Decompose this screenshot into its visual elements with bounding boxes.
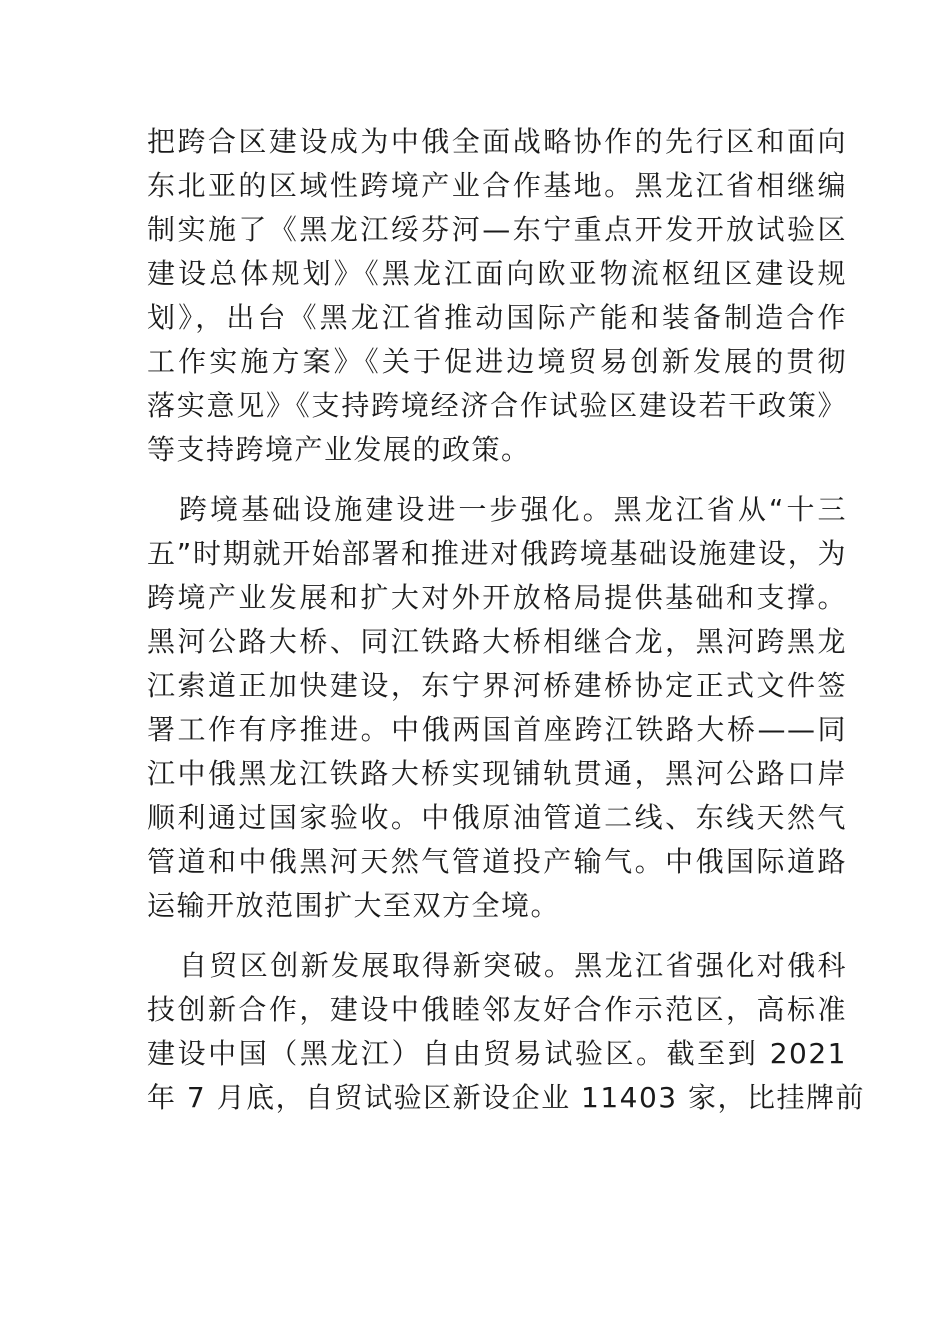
- text-line: 江索道正加快建设，东宁界河桥建桥协定正式文件签: [147, 669, 847, 702]
- text-line: 等支持跨境产业发展的政策。: [147, 433, 531, 466]
- text-line: 技创新合作，建设中俄睦邻友好合作示范区，高标准: [147, 993, 847, 1026]
- text-line: 年 7 月底，自贸试验区新设企业 11403 家，比挂牌前: [147, 1081, 865, 1114]
- text-line: 署工作有序推进。中俄两国首座跨江铁路大桥——同: [147, 713, 847, 746]
- text-line: 跨境产业发展和扩大对外开放格局提供基础和支撑。: [147, 581, 847, 614]
- text-line: 顺利通过国家验收。中俄原油管道二线、东线天然气: [147, 801, 847, 834]
- text-line: 划》，出台《黑龙江省推动国际产能和装备制造合作: [147, 301, 847, 334]
- paragraph-infrastructure: [147, 488, 847, 928]
- text-line: 跨境基础设施建设进一步强化。黑龙江省从“十三: [179, 493, 847, 526]
- text-line: 制实施了《黑龙江绥芬河—东宁重点开发开放试验区: [147, 213, 847, 246]
- text-line: 把跨合区建设成为中俄全面战略协作的先行区和面向: [147, 125, 847, 158]
- text-line: 建设中国（黑龙江）自由贸易试验区。截至到 2021: [147, 1037, 847, 1070]
- text-line: 自贸区创新发展取得新突破。黑龙江省强化对俄科: [179, 949, 847, 982]
- text-line: 落实意见》《支持跨境经济合作试验区建设若干政策》: [147, 389, 847, 422]
- text-line: 东北亚的区域性跨境产业合作基地。黑龙江省相继编: [147, 169, 847, 202]
- text-line: 黑河公路大桥、同江铁路大桥相继合龙，黑河跨黑龙: [147, 625, 847, 658]
- text-line: 运输开放范围扩大至双方全境。: [147, 889, 561, 922]
- text-line: 工作实施方案》《关于促进边境贸易创新发展的贯彻: [147, 345, 847, 378]
- paragraph-free-trade-zone: [147, 944, 865, 1120]
- text-line: 管道和中俄黑河天然气管道投产输气。中俄国际道路: [147, 845, 847, 878]
- text-line: 江中俄黑龙江铁路大桥实现铺轨贯通，黑河公路口岸: [147, 757, 847, 790]
- text-line: 五”时期就开始部署和推进对俄跨境基础设施建设，为: [147, 537, 847, 570]
- paragraph-policies: [147, 120, 847, 472]
- text-line: 建设总体规划》《黑龙江面向欧亚物流枢纽区建设规: [147, 257, 847, 290]
- document-body: [147, 120, 865, 1136]
